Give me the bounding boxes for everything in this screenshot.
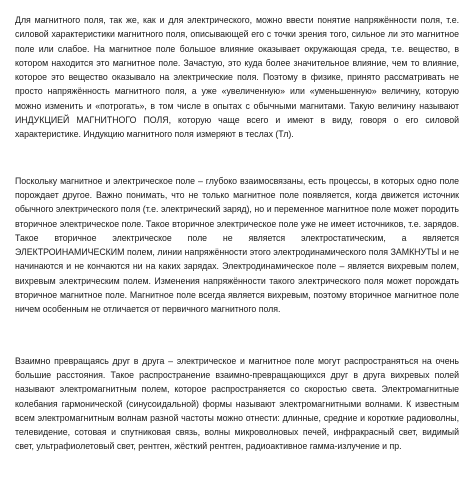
paragraph-electromagnetic-waves: Взаимно превращаясь друг в друга – электрическое и магнитное поле могут распространяться на очень большие расстояния. Такое распространение взаимно-превращающихся друг в друга вихревых полей называют электромагнитным полем, которое распространяется со скоростью света. Электромагнитные колебания гармонической (синусоидальной) формы называют электромагнитными волнами. К известным всем электромагнитным волнам разной частоты можно отнести: длинные, средние и короткие радиоволны, телевидение, сотовая и спутниковая связь, волны микроволновых печей, инфракрасный свет, видимый свет, ультрафиолетовый свет, рентген, жёсткий рентген, радиоактивное гамма-излучение и пр.	[15, 355, 459, 452]
paragraph-vortex-fields: Поскольку магнитное и электрическое поле – глубоко взаимосвязаны, есть процессы, в которых одно поле порождает другое. Важно понимать, что не только магнитное поле появляется, когда движется источник обычного электрического поля (т.е. электрический заряд), но и переменное магнитное поле может породить вторичное электрическое поле. Такое вторичное электрическое поле уже не имеет источников, т.е. зарядов. Такое вторичное электрическое поле не является электростатическим, а является ЭЛЕКТРОИНАМИЧЕСКИМ полем, линии напряжённости этого электродинамического поля ЗАМКНУТЫ и не начинаются и не кончаются ни на каких зарядах. Электродинамическое поле – является вихревым полем, вихревым электрическим полем. Изменения напряжённости такого электрического поля может порождать вторичное магнитное поле. Магнитное поле всегда является вихревым, поэтому вторичное магнитное поле ничем особенным не отличается от первичного магнитного поля.	[15, 175, 459, 315]
paragraph-magnetic-induction: Для магнитного поля, так же, как и для электрического, можно ввести понятие напряжённости поля, т.е. силовой характеристики магнитного поля, описывающей его с точки зрения того, сильное ли это магнитное поле или слабое. На магнитное поле большое влияние оказывает окружающая среда, т.е. вещество, в котором находится это магнитное поле. Зачастую, это куда более значительное влияние, чем то влияние, которое это вещество оказывало на электрические поля. Поэтому в физике, принято рассматривать не просто напряжённость магнитного поля, а уже «увеличенную» или «уменьшенную» величину, которую можно изменить и «потрогать», в том числе в опытах с обычными магнитами. Такую величину называют ИНДУКЦИЕЙ МАГНИТНОГО ПОЛЯ, которую чаще всего и имеют в виду, говоря о его силовой характеристике. Индукцию магнитного поля измеряют в теслах (Тл).	[15, 15, 459, 140]
